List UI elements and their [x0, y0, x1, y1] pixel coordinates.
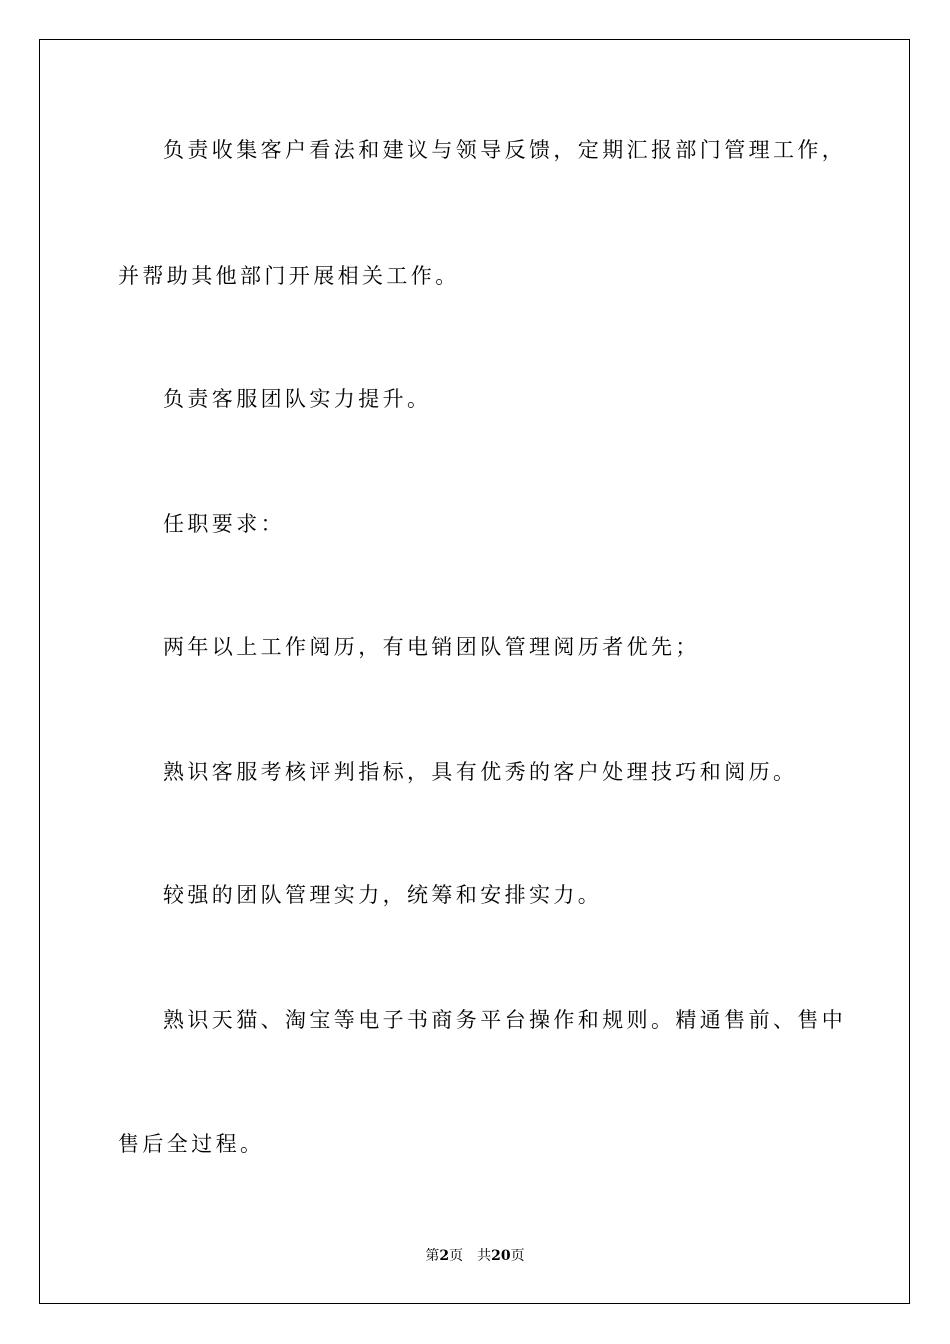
footer-total-suffix: 页: [510, 1248, 525, 1264]
paragraph-7-line-2: 售后全过程。: [118, 1132, 265, 1156]
footer-page-suffix: 页: [449, 1248, 464, 1264]
page-footer: [0, 1247, 950, 1265]
paragraph-6: 较强的团队管理实力，统筹和安排实力。: [163, 883, 603, 907]
paragraph-4: 两年以上工作阅历，有电销团队管理阅历者优先；: [163, 635, 700, 659]
page-border: [39, 39, 910, 1304]
footer-total-prefix: 共: [477, 1248, 492, 1264]
paragraph-2: 负责客服团队实力提升。: [163, 387, 432, 411]
footer-total-pages: 20: [491, 1248, 511, 1264]
footer-page-prefix: 第: [425, 1248, 440, 1264]
paragraph-1-line-1: 负责收集客户看法和建议与领导反馈，定期汇报部门管理工作，: [163, 138, 847, 162]
footer-page-number: 2: [439, 1248, 450, 1264]
paragraph-3-heading: 任职要求：: [163, 512, 285, 536]
paragraph-7-line-1: 熟识天猫、淘宝等电子书商务平台操作和规则。精通售前、售中: [163, 1008, 847, 1032]
paragraph-1-line-2: 并帮助其他部门开展相关工作。: [118, 264, 460, 288]
paragraph-5: 熟识客服考核评判指标，具有优秀的客户处理技巧和阅历。: [163, 760, 798, 784]
